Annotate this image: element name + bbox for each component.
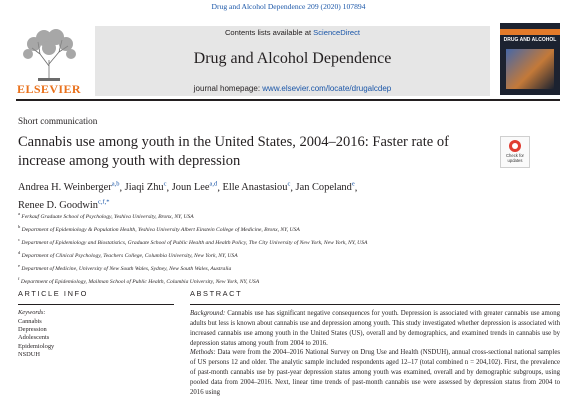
author-affiliation-marker[interactable]: c [163,181,167,188]
author-affiliation-marker[interactable]: e [351,181,355,188]
author[interactable]: Joun Lee$^{a,d}$ [171,181,218,194]
methods-text: Data were from the 2004–2016 National Survey on Drug Use and Health (NSDUH), annual cross-sectional national samples of US persons 12 and older. The analytic sample included respondents aged 12–17 (total combined n = 204,102). First, the prevalence of past-month cannabis use by past-year depression status among youth was examined, overall and by demographic subgroups, using pooled data from 2004–2016. Next, linear time trends of past-month cannabis use were assessed by depression status from 2004 to 2016 using [190,349,560,396]
article-title: Cannabis use among youth in the United States, 2004–2016: Faster rate of increase among youth with depression [18,134,449,169]
abstract-body [190,309,560,398]
keyword-item: Epidemiology [18,342,55,350]
abstract-heading: ABSTRACT [190,289,243,298]
affiliation-item: $^e$ Department of Medicine, University of New South Wales, Sydney, New South Wales, Australia [18,262,232,272]
journal-homepage-line [95,84,490,93]
keywords-heading: Keywords: [18,309,46,316]
author[interactable]: Jiaqi Zhu$^c$ [124,181,167,194]
journal-title: Drug and Alcohol Dependence [193,50,392,67]
affiliations-list [18,209,558,287]
author-list: Andrea H. Weinberger$^{a,b}$, Jiaqi Zhu$^c$, Joun Lee$^{a,d}$, Elle Anastasiou$^c$, Jan Copeland$^e$, Renee D. Goodwin$^{c,f,*}$ [18,181,358,211]
article-section-type: Short communication [18,116,98,126]
article-info-divider [18,304,174,305]
affiliation-item: $^a$ Ferkauf Graduate School of Psychology, Yeshiva University, Bronx, NY, USA [18,211,194,220]
cover-title: DRUG AND ALCOHOL [503,37,557,43]
abstract-background-paragraph [190,309,560,348]
abstract-divider [190,304,560,305]
keywords-list [18,318,54,359]
check-for-updates-label: Check for updates [506,153,524,163]
author[interactable]: Andrea H. Weinberger$^{a,b}$ [18,181,120,194]
background-heading: Background: [190,310,226,317]
cover-artwork [506,49,554,89]
affiliation-item: $^c$ Department of Epidemiology and Biostatistics, Graduate School of Public Health and Health Policy, The City University of New York, New York, NY, USA [18,236,368,246]
affiliation-item: $^b$ Department of Epidemiology & Population Health, Yeshiva University Albert Einstein College of Medicine, Bronx, NY, USA [18,223,300,233]
abstract-methods-paragraph [190,348,560,397]
author[interactable]: Elle Anastasiou$^c$ [222,181,291,194]
keyword-item: Cannabis [18,318,42,325]
homepage-link[interactable]: www.elsevier.com/locate/drugalcdep [262,84,392,93]
journal-reference[interactable]: Drug and Alcohol Dependence 209 (2020) 107894 [211,2,366,11]
elsevier-wordmark[interactable]: ELSEVIER [17,82,81,96]
header-divider [16,99,560,101]
keyword-item: Adolescents [18,334,50,342]
bookmark-icon [509,140,521,152]
homepage-prefix: journal homepage: [193,84,263,93]
author[interactable]: Jan Copeland$^e$ [295,181,355,194]
background-text: Cannabis use has significant negative consequences for youth. Depression is associated with greater cannabis use among adults but less is known about cannabis use and depression among youth. This study investigated whether depression is associated with increased cannabis use among youth in the United States (US), overall and by demographics, and examined trends in cannabis use by depression status among youth from 2004 to 2016. [190,310,560,347]
contents-prefix: Contents lists available at [224,28,314,37]
journal-cover-image[interactable] [500,23,560,95]
affiliation-item: $^f$ Department of Epidemiology, Mailman School of Public Health, Columbia University, New York, NY, USA [18,275,260,285]
affiliation-item: $^d$ Department of Clinical Psychology, Teachers College, Columbia University, New York, NY, USA [18,249,238,259]
cover-band [500,29,560,35]
author-affiliation-marker[interactable]: a,b [111,181,120,188]
contents-line [95,28,490,37]
keyword-item: NSDUH [18,350,41,358]
author[interactable]: Renee D. Goodwin$^{c,f,*}$ [18,198,110,211]
author-affiliation-marker[interactable]: c [287,181,291,188]
check-for-updates-button[interactable] [500,136,530,168]
author-affiliation-marker[interactable]: a,d [209,181,218,188]
keyword-item: Depression [18,326,47,334]
sciencedirect-link[interactable]: ScienceDirect [313,28,361,37]
author-affiliation-marker[interactable]: c,f,* [97,198,110,206]
methods-heading: Methods: [190,349,216,357]
article-info-heading: ARTICLE INFO [18,289,88,298]
